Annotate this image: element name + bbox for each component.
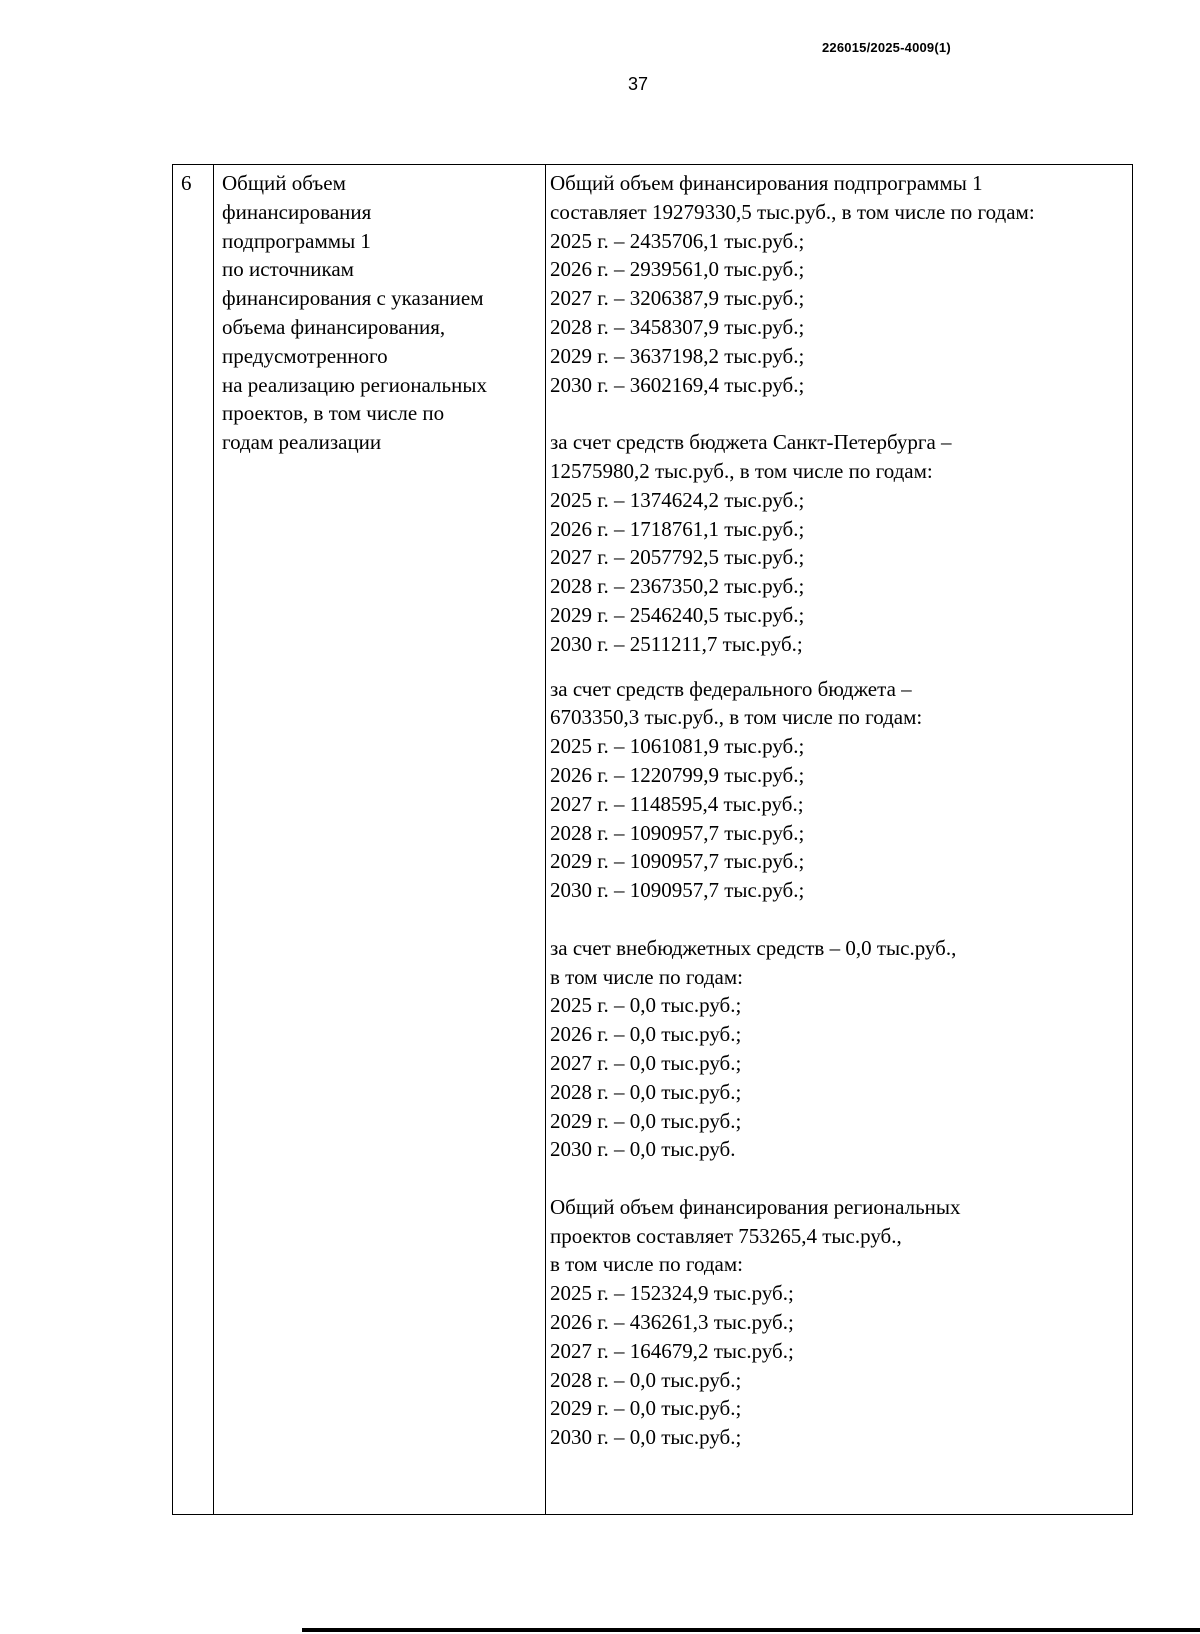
label-line: проектов, в том числе по	[222, 401, 445, 426]
text-line: 2025 г. – 1061081,9 тыс.руб.;	[550, 734, 805, 759]
text-line: 2030 г. – 0,0 тыс.руб.	[550, 1137, 736, 1162]
text-line: 6703350,3 тыс.руб., в том числе по годам:	[550, 705, 923, 730]
total-financing-block	[550, 169, 1130, 399]
text-line: 2029 г. – 3637198,2 тыс.руб.;	[550, 343, 805, 368]
text-line: Общий объем финансирования подпрограммы 1	[550, 171, 983, 195]
label-line: по источникам	[222, 257, 354, 282]
page-number: 37	[628, 74, 649, 94]
financing-table	[172, 164, 1133, 1515]
text-line: 2027 г. – 0,0 тыс.руб.;	[550, 1050, 742, 1075]
text-line: в том числе по годам:	[550, 1252, 743, 1277]
text-line: 2030 г. – 3602169,4 тыс.руб.;	[550, 372, 805, 397]
text-line: 2027 г. – 3206387,9 тыс.руб.;	[550, 286, 805, 311]
text-line: за счет средств бюджета Санкт-Петербурга –	[550, 430, 952, 455]
row-number: 6	[181, 171, 192, 195]
text-line: 2025 г. – 0,0 тыс.руб.;	[550, 993, 742, 1018]
text-line: 2029 г. – 0,0 тыс.руб.;	[550, 1396, 742, 1421]
text-line: 2028 г. – 0,0 тыс.руб.;	[550, 1367, 742, 1392]
text-line: 2030 г. – 1090957,7 тыс.руб.;	[550, 878, 805, 903]
text-line: Общий объем финансирования региональных	[550, 1194, 961, 1219]
text-line: 2030 г. – 2511211,7 тыс.руб.;	[550, 631, 803, 656]
text-line: 2025 г. – 2435706,1 тыс.руб.;	[550, 228, 805, 253]
text-line: 2025 г. – 152324,9 тыс.руб.;	[550, 1281, 794, 1306]
text-line: 2026 г. – 2939561,0 тыс.руб.;	[550, 257, 805, 282]
text-line: проектов составляет 753265,4 тыс.руб.,	[550, 1223, 902, 1248]
text-line: 2028 г. – 0,0 тыс.руб.;	[550, 1079, 742, 1104]
extrabudgetary-block	[550, 934, 1130, 1164]
text-line: 2026 г. – 1220799,9 тыс.руб.;	[550, 762, 805, 787]
text-line: 2026 г. – 1718761,1 тыс.руб.;	[550, 516, 805, 541]
text-line: 12575980,2 тыс.руб., в том числе по годам:	[550, 458, 933, 483]
text-line: 2026 г. – 436261,3 тыс.руб.;	[550, 1310, 794, 1335]
text-line: 2028 г. – 3458307,9 тыс.руб.;	[550, 314, 805, 339]
text-line: 2027 г. – 164679,2 тыс.руб.;	[550, 1338, 794, 1363]
label-line: финансирования	[222, 199, 372, 224]
scan-bottom-rule	[302, 1628, 1200, 1632]
text-line: в том числе по годам:	[550, 964, 743, 989]
document-id: 226015/2025-4009(1)	[822, 40, 951, 55]
row-label	[222, 169, 522, 457]
text-line: 2030 г. – 0,0 тыс.руб.;	[550, 1425, 742, 1450]
label-line: годам реализации	[222, 430, 382, 455]
text-line: 2029 г. – 1090957,7 тыс.руб.;	[550, 849, 805, 874]
text-line: 2028 г. – 2367350,2 тыс.руб.;	[550, 574, 805, 599]
label-line: финансирования с указанием	[222, 286, 484, 311]
text-line: за счет средств федерального бюджета –	[550, 676, 912, 701]
text-line: за счет внебюджетных средств – 0,0 тыс.руб.,	[550, 935, 957, 960]
text-line: составляет 19279330,5 тыс.руб., в том числе по годам:	[550, 199, 1035, 224]
label-line: предусмотренного	[222, 343, 388, 368]
text-line: 2027 г. – 2057792,5 тыс.руб.;	[550, 545, 805, 570]
row-content	[550, 169, 1130, 1481]
text-line: 2026 г. – 0,0 тыс.руб.;	[550, 1022, 742, 1047]
text-line: 2028 г. – 1090957,7 тыс.руб.;	[550, 820, 805, 845]
column-divider-2	[545, 165, 546, 1514]
federal-budget-block	[550, 675, 1130, 905]
text-line: 2025 г. – 1374624,2 тыс.руб.;	[550, 487, 805, 512]
label-line: на реализацию региональных	[222, 372, 487, 397]
text-line: 2029 г. – 0,0 тыс.руб.;	[550, 1108, 742, 1133]
text-line: 2027 г. – 1148595,4 тыс.руб.;	[550, 791, 804, 816]
column-divider-1	[213, 165, 214, 1514]
regional-projects-block	[550, 1193, 1130, 1452]
label-line: подпрограммы 1	[222, 228, 371, 253]
city-budget-block	[550, 428, 1130, 658]
label-line: Общий объем	[222, 171, 346, 195]
label-line: объема финансирования,	[222, 314, 446, 339]
text-line: 2029 г. – 2546240,5 тыс.руб.;	[550, 602, 805, 627]
